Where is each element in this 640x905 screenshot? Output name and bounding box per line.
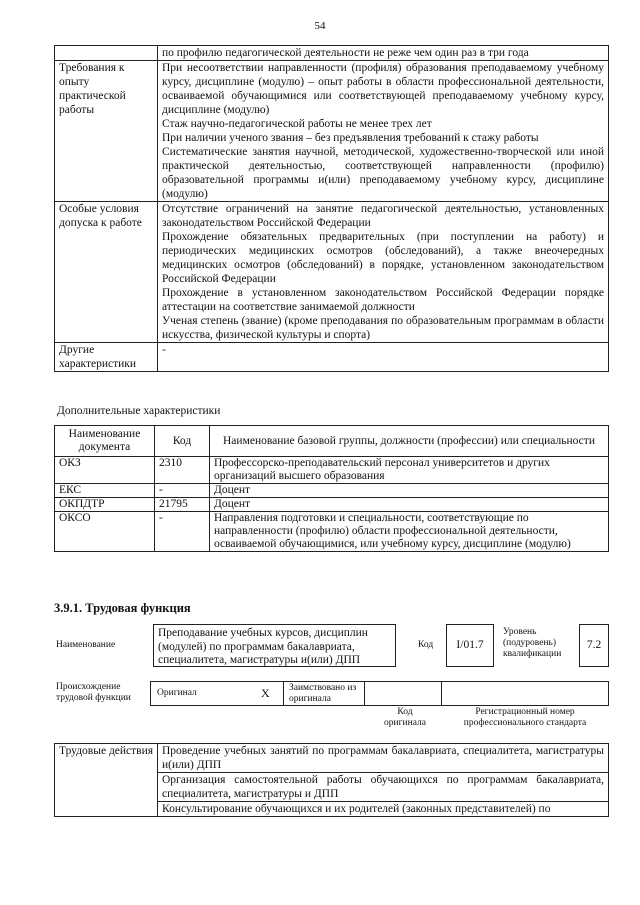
doc-cell: ОКПДТР [55,498,155,512]
requirement-paragraph: Прохождение в установленном законодательством Российской Федерации порядке аттестации на соответствие занимаемой должности [162,287,604,313]
requirement-paragraph: Систематические занятия научной, методической, художественно-творческой или иной практической деятельностью, соответствующей направленности (профилю) образовательной программы и(или) преподаваемому учебному курсу, дисциплине (модулю) [162,146,604,200]
origin-label: Происхождение трудовой функции [56,682,131,703]
reg-number-caption: Регистрационный номер профессионального стандарта [463,707,587,728]
origin-code-caption: Код оригинала [384,707,426,728]
table-row [55,61,609,202]
doc-cell: ЕКС [55,484,155,498]
row-label-other: Другие характеристики [55,343,158,372]
additional-characteristics-table [54,425,609,552]
code-cell: 21795 [155,498,210,512]
labor-actions-table [54,743,609,817]
page-number: 54 [314,20,326,32]
table-row [55,484,609,498]
table-cell: по профилю педагогической деятельности не реже чем один раз в три года [158,46,609,61]
requirement-paragraph: Ученая степень (звание) (кроме преподавания по образовательным программам в области искусства, физической культуры и спорта) [162,315,604,341]
name-cell: Профессорско-преподавательский персонал университетов и других организаций высшего образования [210,457,609,484]
other-characteristics: - [158,343,609,372]
function-code-box: I/01.7 [446,624,494,667]
table-row [55,512,609,552]
table-cell [55,46,158,61]
name-label: Наименование [56,640,116,650]
table-row [55,46,609,61]
code-cell: 2310 [155,457,210,484]
row-label-admission: Особые условия допуска к работе [55,202,158,343]
requirement-paragraph: Прохождение обязательных предварительных (при поступлении на работу) и периодических медицинских осмотров (обследований), а также внеочередных медицинских осмотров (обследований) в порядке, установленном законодательством Российской Федерации [162,231,604,285]
original-mark: X [261,686,270,700]
qualification-level-label: Уровень (подуровень) квалификации [503,627,562,659]
borrowed-box [283,681,365,706]
original-label: Оригинал [157,688,197,698]
doc-cell: ОКЗ [55,457,155,484]
function-name-box: Преподавание учебных курсов, дисциплин (модулей) по программам бакалавриата, специалитета, магистратуры и(или) ДПП [153,624,396,667]
labor-action-item: Организация самостоятельной работы обучающихся по программам бакалавриата, специалитета, магистратуры и ДПП [158,773,609,802]
labor-action-item: Консультирование обучающихся и их родителей (законных представителей) по [158,802,609,817]
name-cell: Доцент [210,498,609,512]
reg-number-box [441,681,609,706]
origin-code-box [364,681,442,706]
labor-actions-label: Трудовые действия [55,744,158,817]
labor-action-item: Проведение учебных занятий по программам бакалавриата, специалитета, магистратуры и(или) ДПП [158,744,609,773]
requirement-paragraph: Отсутствие ограничений на занятие педагогической деятельностью, установленных законодательством Российской Федерации [162,203,604,229]
column-header: Наименование базовой группы, должности (профессии) или специальности [210,426,609,457]
code-label: Код [418,640,434,650]
table-row [55,498,609,512]
requirement-paragraph: Стаж научно-педагогической работы не менее трех лет [162,118,432,130]
additional-characteristics-caption: Дополнительные характеристики [57,405,221,417]
row-label-experience: Требования к опыту практической работы [55,61,158,202]
doc-cell: ОКСО [55,512,155,552]
table-row [55,343,609,372]
borrowed-label: Заимствовано из оригинала [289,683,357,704]
code-cell: - [155,484,210,498]
table-header-row [55,426,609,457]
requirement-paragraph: При несоответствии направленности (профиля) образования преподаваемому учебному курсу, дисциплине (модулю) – опыт работы в области профессиональной деятельности, осваиваемой обучающимися или соответствующей преподаваемому учебному курсу, дисциплине (модулю) [162,62,604,116]
admission-conditions [158,202,609,343]
name-cell: Направления подготовки и специальности, соответствующие по направленности (профилю) области профессиональной деятельности, осваиваемой обучающимися, или учебному курсу, дисциплине (модулю) [210,512,609,552]
table-row [55,744,609,773]
column-header: Наименование документа [55,426,155,457]
qualification-level-box: 7.2 [579,624,609,667]
labor-function-heading: 3.9.1. Трудовая функция [54,601,191,615]
table-row [55,457,609,484]
code-cell: - [155,512,210,552]
table-row [55,202,609,343]
column-header: Код [155,426,210,457]
qualification-requirements-table [54,45,609,372]
requirement-paragraph: При наличии ученого звания – без предъявления требований к стажу работы [162,132,539,144]
experience-requirements [158,61,609,202]
name-cell: Доцент [210,484,609,498]
original-box [150,681,284,706]
